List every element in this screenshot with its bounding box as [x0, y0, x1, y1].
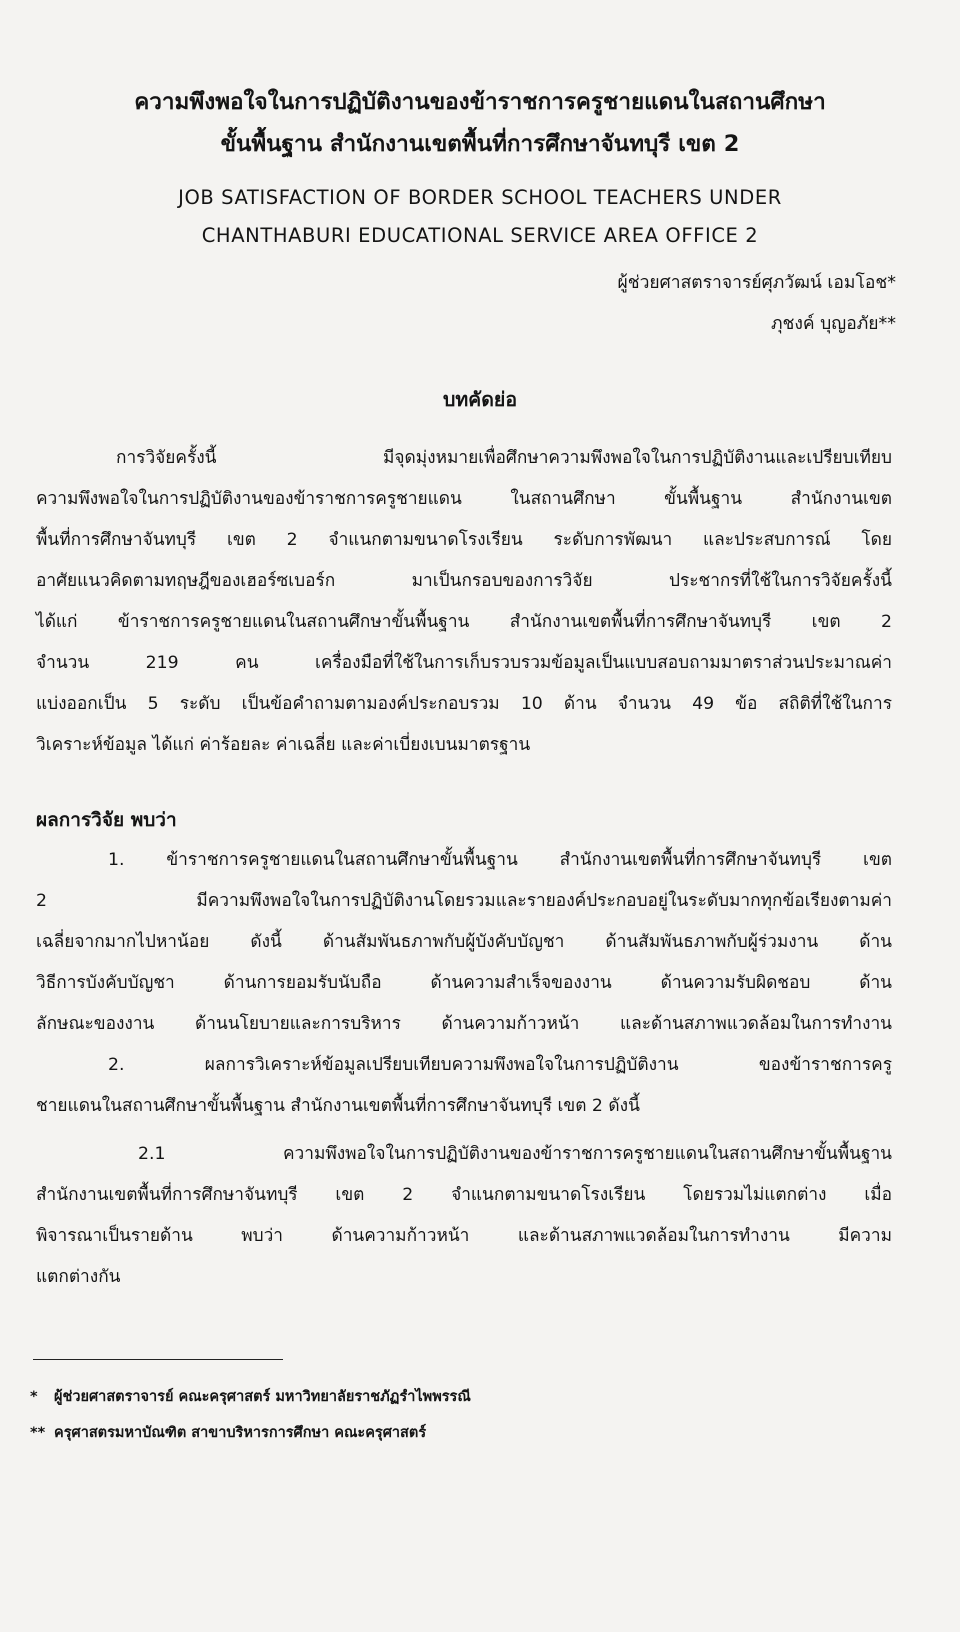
results-line-9: สำนักงานเขตพื้นที่การศึกษาจันทบุรี เขต 2 จำแนกตามขนาดโรงเรียน โดยรวมไม่แตกต่าง เมื่อ	[36, 1185, 892, 1205]
abstract-line-8: วิเคราะห์ข้อมูล ได้แก่ ค่าร้อยละ ค่าเฉลี่ย และค่าเบี่ยงเบนมาตรฐาน	[36, 735, 531, 755]
title-english-line-2: CHANTHABURI EDUCATIONAL SERVICE AREA OFFICE 2	[201, 224, 759, 247]
results-heading: ผลการวิจัย พบว่า	[36, 809, 177, 831]
author-2: ภุชงค์ บุญอภัย**	[770, 314, 896, 334]
results-line-11: แตกต่างกัน	[36, 1267, 121, 1287]
abstract-line-6: จำนวน 219 คน เครื่องมือที่ใช้ในการเก็บรวบรวมข้อมูลเป็นแบบสอบถามมาตราส่วนประมาณค่า	[36, 653, 892, 673]
title-thai-line-1: ความพึงพอใจในการปฏิบัติงานของข้าราชการครูชายแดนในสถานศึกษา	[134, 89, 826, 115]
results-line-7: ชายแดนในสถานศึกษาขั้นพื้นฐาน สำนักงานเขตพื้นที่การศึกษาจันทบุรี เขต 2 ดังนี้	[36, 1096, 640, 1116]
results-line-6: 2. ผลการวิเคราะห์ข้อมูลเปรียบเทียบความพึงพอใจในการปฏิบัติงาน ของข้าราชการครู	[108, 1055, 892, 1075]
footnote-2-text: ครุศาสตรมหาบัณฑิต สาขาบริหารการศึกษา คณะครุศาสตร์	[54, 1425, 427, 1441]
footnote-1-mark: *	[30, 1389, 38, 1405]
results-line-10: พิจารณาเป็นรายด้าน พบว่า ด้านความก้าวหน้า และด้านสภาพแวดล้อมในการทำงาน มีความ	[36, 1226, 892, 1246]
footnote-1	[30, 1384, 471, 1410]
abstract-heading: บทคัดย่อ	[442, 388, 518, 411]
results-line-8: 2.1 ความพึงพอใจในการปฏิบัติงานของข้าราชการครูชายแดนในสถานศึกษาขั้นพื้นฐาน	[138, 1144, 892, 1164]
abstract-line-5: ได้แก่ ข้าราชการครูชายแดนในสถานศึกษาขั้นพื้นฐาน สำนักงานเขตพื้นที่การศึกษาจันทบุรี เขต 2	[36, 612, 892, 632]
abstract-line-2: ความพึงพอใจในการปฏิบัติงานของข้าราชการครูชายแดน ในสถานศึกษา ขั้นพื้นฐาน สำนักงานเขต	[36, 489, 892, 509]
abstract-line-4: อาศัยแนวคิดตามทฤษฎีของเฮอร์ซเบอร์ก มาเป็นกรอบของการวิจัย ประชากรที่ใช้ในการวิจัยครั้งนี้	[36, 571, 892, 591]
results-line-2: 2 มีความพึงพอใจในการปฏิบัติงานโดยรวมและรายองค์ประกอบอยู่ในระดับมากทุกข้อเรียงตามค่า	[36, 891, 892, 911]
footnote-2-mark: **	[30, 1425, 46, 1441]
title-english-line-1: JOB SATISFACTION OF BORDER SCHOOL TEACHERS UNDER	[178, 186, 782, 209]
abstract-line-1: การวิจัยครั้งนี้ มีจุดมุ่งหมายเพื่อศึกษาความพึงพอใจในการปฏิบัติงานและเปรียบเทียบ	[116, 448, 892, 468]
footnote-1-text: ผู้ช่วยศาสตราจารย์ คณะครุศาสตร์ มหาวิทยาลัยราชภัฏรำไพพรรณี	[54, 1389, 471, 1405]
title-thai-line-2: ขั้นพื้นฐาน สำนักงานเขตพื้นที่การศึกษาจันทบุรี เขต 2	[220, 131, 740, 157]
abstract-line-7: แบ่งออกเป็น 5 ระดับ เป็นข้อคำถามตามองค์ประกอบรวม 10 ด้าน จำนวน 49 ข้อ สถิติที่ใช้ในการ	[36, 694, 892, 714]
author-1: ผู้ช่วยศาสตราจารย์ศุภวัฒน์ เอมโอช*	[617, 273, 896, 293]
footnote-divider	[33, 1359, 283, 1360]
results-line-1: 1. ข้าราชการครูชายแดนในสถานศึกษาขั้นพื้นฐาน สำนักงานเขตพื้นที่การศึกษาจันทบุรี เขต	[108, 850, 892, 870]
abstract-line-3: พื้นที่การศึกษาจันทบุรี เขต 2 จำแนกตามขนาดโรงเรียน ระดับการพัฒนา และประสบการณ์ โดย	[36, 530, 892, 550]
results-line-4: วิธีการบังคับบัญชา ด้านการยอมรับนับถือ ด้านความสำเร็จของงาน ด้านความรับผิดชอบ ด้าน	[36, 973, 892, 993]
results-line-5: ลักษณะของงาน ด้านนโยบายและการบริหาร ด้านความก้าวหน้า และด้านสภาพแวดล้อมในการทำงาน	[36, 1014, 892, 1034]
footnote-2	[30, 1420, 426, 1446]
results-line-3: เฉลี่ยจากมากไปหาน้อย ดังนี้ ด้านสัมพันธภาพกับผู้บังคับบัญชา ด้านสัมพันธภาพกับผู้ร่วมงาน ด้าน	[36, 932, 892, 952]
